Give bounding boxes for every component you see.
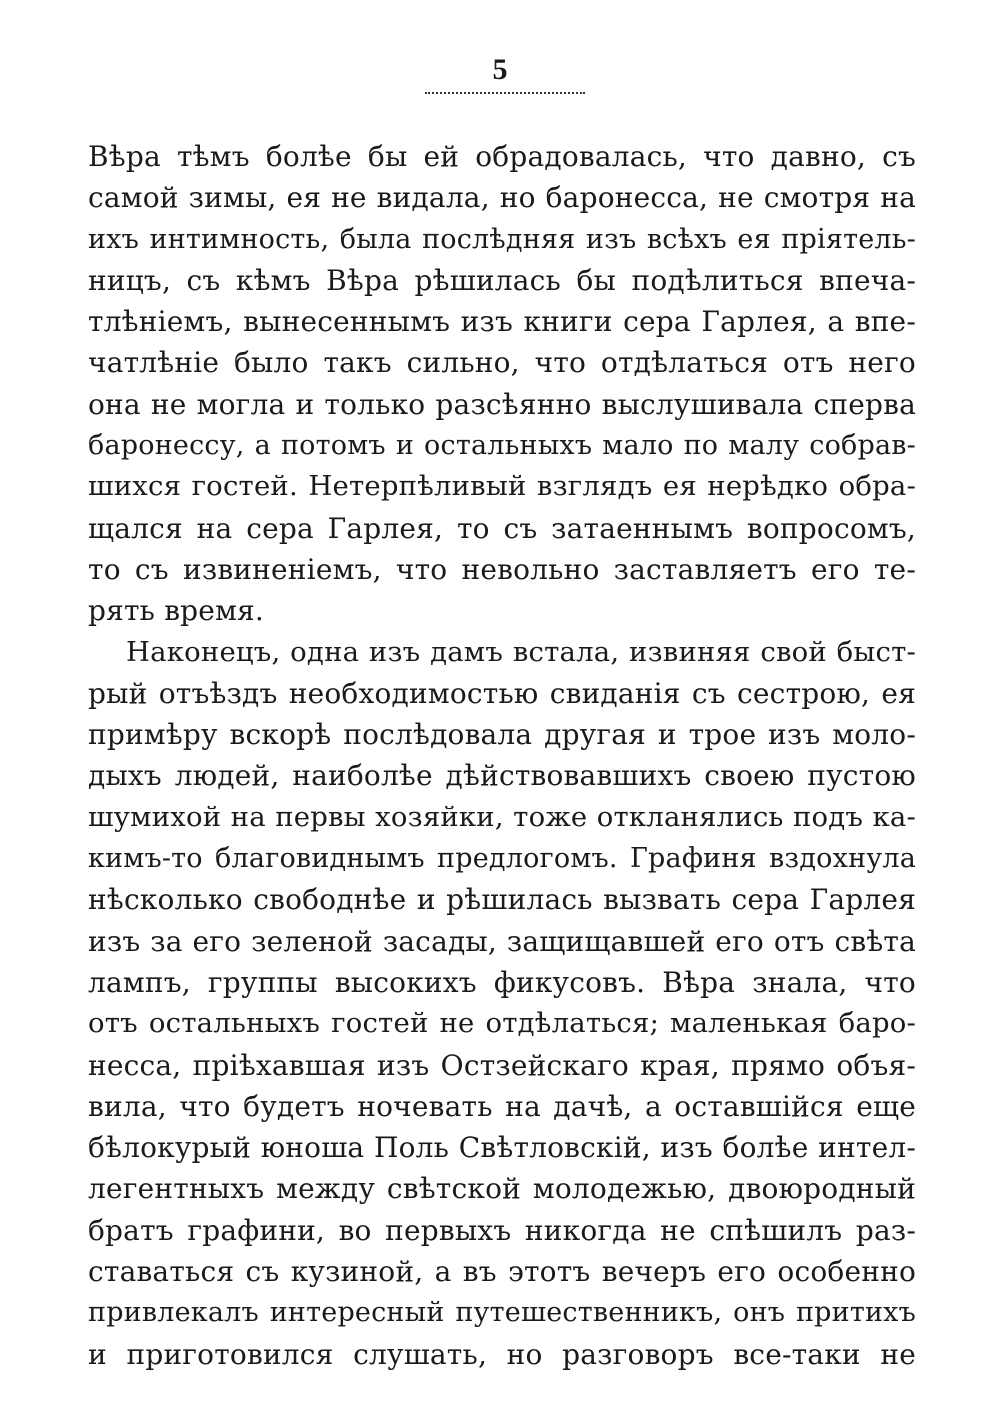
text-line: лампъ, группы высокихъ фикусовъ. Вѣра знала, что <box>88 965 916 999</box>
text-line: ставаться съ кузиной, а въ этотъ вечеръ его особенно <box>88 1255 916 1289</box>
text-line: отъ остальныхъ гостей не отдѣлаться; маленькая баро- <box>88 1007 916 1040</box>
text-line: дыхъ людей, наиболѣе дѣйствовавшихъ своею пустою <box>88 759 916 793</box>
text-line: привлекалъ интересный путешественникъ, онъ притихъ <box>88 1297 916 1329</box>
text-line: легентныхъ между свѣтской молодежью, двоюродный <box>88 1172 916 1206</box>
text-line: рый отъѣздъ необходимостью свиданія съ сестрою, ея <box>88 676 916 710</box>
text-line: несса, пріѣхавшая изъ Остзейскаго края, прямо объя- <box>88 1048 916 1082</box>
text-line: щался на сера Гарлея, то съ затаеннымъ вопросомъ, <box>88 511 916 545</box>
body-text <box>88 136 916 1375</box>
text-line: она не могла и только разсѣянно выслушивала сперва <box>88 387 916 421</box>
text-line: ницъ, съ кѣмъ Вѣра рѣшилась бы подѣлиться впеча- <box>88 263 916 297</box>
text-line: тлѣніемъ, вынесеннымъ изъ книги сера Гарлея, а впе- <box>88 305 916 339</box>
text-line: Вѣра тѣмъ болѣе бы ей обрадовалась, что давно, съ <box>88 140 916 173</box>
text-line: рять время. <box>88 594 265 628</box>
text-line: самой зимы, ея не видала, но баронесса, не смотря на <box>88 181 916 215</box>
text-line: кимъ-то благовиднымъ предлогомъ. Графиня вздохнула <box>88 843 916 875</box>
text-line: вила, что будетъ ночевать на дачѣ, а оставшійся еще <box>88 1089 916 1123</box>
text-line: шихся гостей. Нетерпѣливый взглядъ ея нерѣдко обра- <box>88 470 916 503</box>
page-number: 5 <box>492 53 508 86</box>
text-line: то съ извиненіемъ, что невольно заставляетъ его те- <box>88 552 916 586</box>
text-line: изъ за его зеленой засады, защищавшей его отъ свѣта <box>88 924 916 958</box>
text-line: ихъ интимность, была послѣдняя изъ всѣхъ ея пріятель- <box>88 223 916 255</box>
text-line: баронессу, а потомъ и остальныхъ мало по малу собрав- <box>88 430 916 462</box>
text-line: и приготовился слушать, но разговоръ все-таки не <box>88 1337 916 1371</box>
text-line: нѣсколько свободнѣе и рѣшилась вызвать сера Гарлея <box>88 883 916 917</box>
text-line: братъ графини, во первыхъ никогда не спѣшилъ раз- <box>88 1213 916 1247</box>
text-line: шумихой на первы хозяйки, тоже откланялись подъ ка- <box>88 800 916 833</box>
text-line: примѣру вскорѣ послѣдовала другая и трое изъ моло- <box>88 718 916 752</box>
header-rule <box>425 92 585 94</box>
text-line: чатлѣніе было такъ сильно, что отдѣлаться отъ него <box>88 346 916 380</box>
text-line: бѣлокурый юноша Поль Свѣтловскій, изъ болѣе интел- <box>88 1131 916 1165</box>
text-line: Наконецъ, одна изъ дамъ встала, извиняя свой быст- <box>126 635 916 668</box>
